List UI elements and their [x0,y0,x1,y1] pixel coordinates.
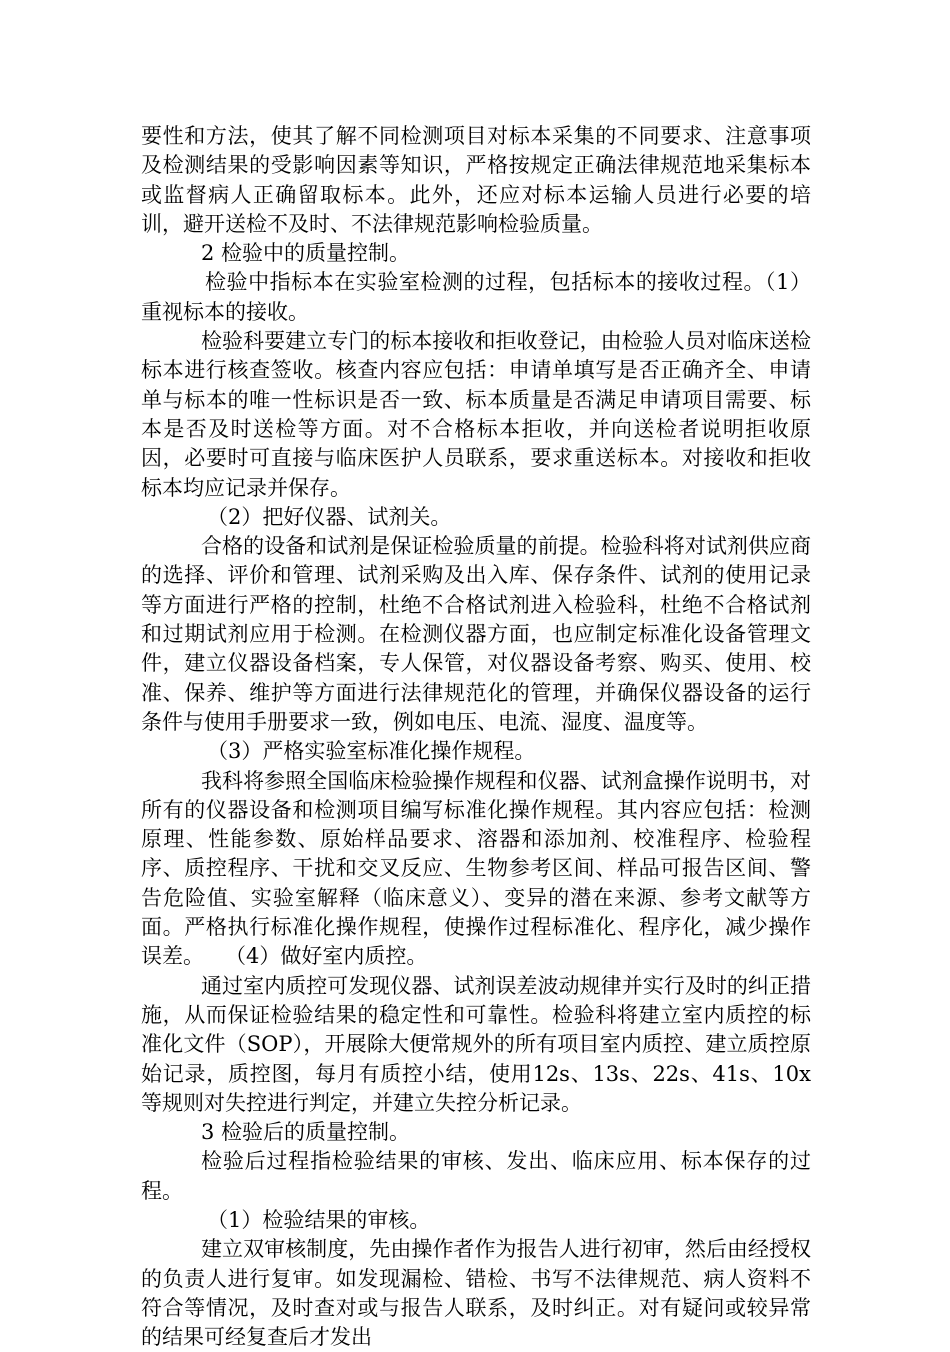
paragraph: 通过室内质控可发现仪器、试剂误差波动规律并实行及时的纠正措施，从而保证检验结果的稳定性和可靠性。检验科将建立室内质控的标准化文件（SOP），开展除大便常规外的所有项目室内质控、建立质控原始记录，质控图，每月有质控小结，使用12s、13s、22s、41s、10x等规则对失控进行判定，并建立失控分析记录。 [141,973,811,1115]
paragraph: （3）严格实验室标准化操作规程。 [207,739,536,764]
paragraph: 检验中指标本在实验室检测的过程，包括标本的接收过程。（1）重视标本的接收。 [141,270,811,324]
paragraph: （2）把好仪器、试剂关。 [207,504,452,529]
paragraph: 合格的设备和试剂是保证检验质量的前提。检验科将对试剂供应商的选择、评价和管理、试剂采购及出入库、保存条件、试剂的使用记录等方面进行严格的控制，杜绝不合格试剂进入检验科，杜绝不合格试剂和过期试剂应用于检测。在检测仪器方面，也应制定标准化设备管理文件，建立仪器设备档案，专人保管，对仪器设备考察、购买、使用、校准、保养、维护等方面进行法律规范化的管理，并确保仪器设备的运行条件与使用手册要求一致，例如电压、电流、湿度、温度等。 [141,534,811,734]
paragraph: （1）检验结果的审核。 [207,1207,431,1232]
paragraph: 检验科要建立专门的标本接收和拒收登记，由检验人员对临床送检标本进行核查签收。核查内容应包括：申请单填写是否正确齐全、申请单与标本的唯一性标识是否一致、标本质量是否满足申请项目需要、标本是否及时送检等方面。对不合格标本拒收，并向送检者说明拒收原因，必要时可直接与临床医护人员联系，要求重送标本。对接收和拒收标本均应记录并保存。 [141,329,811,500]
body-text [141,122,811,1352]
paragraph: 2 检验中的质量控制。 [201,241,411,266]
paragraph: 我科将参照全国临床检验操作规程和仪器、试剂盒操作说明书，对所有的仪器设备和检测项目编写标准化操作规程。其内容应包括：检测原理、性能参数、原始样品要求、溶器和添加剂、校准程序、检验程序、质控程序、干扰和交叉反应、生物参考区间、样品可报告区间、警告危险值、实验室解释（临床意义）、变异的潜在来源、参考文献等方面。严格执行标准化操作规程，使操作过程标准化、程序化，减少操作误差。 （4）做好室内质控。 [141,768,811,969]
paragraph: 要性和方法，使其了解不同检测项目对标本采集的不同要求、注意事项及检测结果的受影响因素等知识，严格按规定正确法律规范地采集标本或监督病人正确留取标本。此外，还应对标本运输人员进行必要的培训，避开送检不及时、不法律规范影响检验质量。 [141,124,811,236]
paragraph: 建立双审核制度，先由操作者作为报告人进行初审，然后由经授权的负责人进行复审。如发现漏检、错检、书写不法律规范、病人资料不符合等情况，及时查对或与报告人联系，及时纠正。对有疑问或较异常的结果可经复查后才发出 [141,1237,811,1350]
paragraph: 3 检验后的质量控制。 [201,1120,411,1145]
paragraph: 检验后过程指检验结果的审核、发出、临床应用、标本保存的过程。 [141,1149,811,1203]
